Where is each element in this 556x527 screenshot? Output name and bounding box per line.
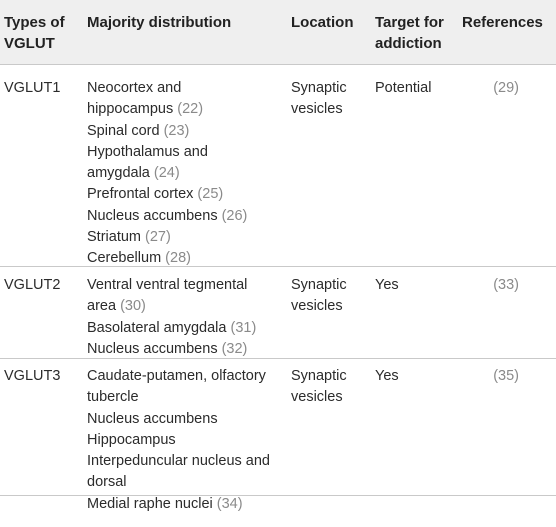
citation-link[interactable]: (34) — [216, 495, 243, 512]
cell-target — [375, 366, 399, 387]
cell-location — [291, 366, 347, 409]
target-text: Potential — [375, 80, 432, 96]
location-line: Synaptic — [291, 80, 347, 96]
distribution-line — [87, 275, 256, 296]
cell-target — [375, 78, 431, 99]
distribution-text: Medial raphe nuclei — [87, 495, 217, 512]
distribution-line — [87, 121, 247, 142]
distribution-text: hippocampus — [87, 101, 178, 118]
cell-distribution — [87, 78, 247, 270]
header-references — [462, 12, 543, 33]
distribution-line — [87, 227, 247, 248]
citation-link[interactable]: (26) — [221, 207, 248, 224]
cell-distribution — [87, 275, 256, 360]
distribution-text: Cerebellum — [87, 250, 166, 267]
cell-distribution — [87, 366, 270, 515]
cell-target — [375, 275, 399, 296]
distribution-line — [87, 430, 270, 451]
distribution-text: Interpeduncular nucleus and — [87, 453, 270, 470]
citation-link[interactable]: (30) — [120, 298, 146, 315]
row-divider — [0, 266, 556, 267]
target-text: Yes — [375, 368, 399, 384]
distribution-text: Neocortex and — [87, 80, 182, 96]
citation-link[interactable]: (22) — [177, 101, 204, 118]
header-text-line: References — [462, 14, 543, 31]
citation-link[interactable]: (23) — [163, 122, 190, 139]
distribution-line — [87, 142, 247, 163]
distribution-line — [87, 339, 256, 360]
type-text: VGLUT2 — [4, 277, 61, 293]
distribution-line — [87, 366, 270, 387]
distribution-line — [87, 99, 247, 120]
header-text-line: Target for — [375, 14, 444, 31]
type-text: VGLUT3 — [4, 368, 61, 384]
header-divider — [0, 64, 556, 65]
distribution-line — [87, 163, 247, 184]
distribution-line — [87, 409, 270, 430]
distribution-text: Basolateral amygdala — [87, 319, 231, 336]
cell-reference — [459, 366, 519, 387]
location-line: Synaptic — [291, 368, 347, 384]
citation-link[interactable]: (31) — [230, 319, 257, 336]
header-majority-distribution — [87, 12, 231, 33]
distribution-line — [87, 494, 270, 515]
citation-link[interactable]: (29) — [493, 80, 519, 96]
distribution-text: Striatum — [87, 229, 146, 246]
distribution-text: Nucleus accumbens — [87, 207, 222, 224]
distribution-text: Ventral ventral tegmental — [87, 277, 248, 293]
cell-location — [291, 275, 347, 318]
cell-location — [291, 78, 347, 121]
distribution-line — [87, 206, 247, 227]
row-divider — [0, 495, 556, 496]
distribution-text: Spinal cord — [87, 122, 164, 139]
cell-reference — [459, 78, 519, 99]
location-line: vesicles — [291, 101, 343, 118]
header-text-line: Location — [291, 14, 354, 31]
cell-type — [4, 366, 60, 387]
distribution-text: Hypothalamus and — [87, 143, 208, 160]
header-text-line: addiction — [375, 35, 442, 52]
distribution-line — [87, 472, 270, 493]
distribution-text: amygdala — [87, 165, 154, 182]
distribution-text: area — [87, 298, 121, 315]
distribution-text: Nucleus accumbens — [87, 340, 222, 357]
header-target-for-addiction — [375, 12, 444, 54]
header-types-of-vglut — [4, 12, 65, 54]
citation-link[interactable]: (28) — [165, 250, 191, 267]
distribution-line — [87, 451, 270, 472]
distribution-text: Nucleus accumbens — [87, 410, 218, 427]
distribution-text: tubercle — [87, 389, 139, 406]
distribution-text: Caudate-putamen, olfactory — [87, 368, 266, 384]
distribution-line — [87, 184, 247, 205]
citation-link[interactable]: (33) — [493, 277, 519, 293]
type-text: VGLUT1 — [4, 80, 61, 96]
distribution-text: Hippocampus — [87, 431, 176, 448]
cell-type — [4, 275, 60, 296]
citation-link[interactable]: (35) — [493, 368, 519, 384]
citation-link[interactable]: (25) — [197, 186, 224, 203]
header-location — [291, 12, 354, 33]
location-line: Synaptic — [291, 277, 347, 293]
cell-reference — [459, 275, 519, 296]
target-text: Yes — [375, 277, 399, 293]
distribution-text: dorsal — [87, 474, 127, 491]
header-text-line: Types of — [4, 14, 65, 31]
distribution-line — [87, 387, 270, 408]
citation-link[interactable]: (24) — [153, 165, 180, 182]
location-line: vesicles — [291, 389, 343, 406]
location-line: vesicles — [291, 298, 343, 315]
citation-link[interactable]: (32) — [221, 340, 248, 357]
header-text-line: VGLUT — [4, 35, 55, 52]
row-divider — [0, 358, 556, 359]
citation-link[interactable]: (27) — [145, 229, 171, 246]
distribution-line — [87, 318, 256, 339]
header-text-line: Majority distribution — [87, 14, 232, 31]
distribution-line — [87, 296, 256, 317]
table-header — [0, 0, 556, 64]
cell-type — [4, 78, 60, 99]
distribution-text: Prefrontal cortex — [87, 186, 198, 203]
distribution-line — [87, 78, 247, 99]
